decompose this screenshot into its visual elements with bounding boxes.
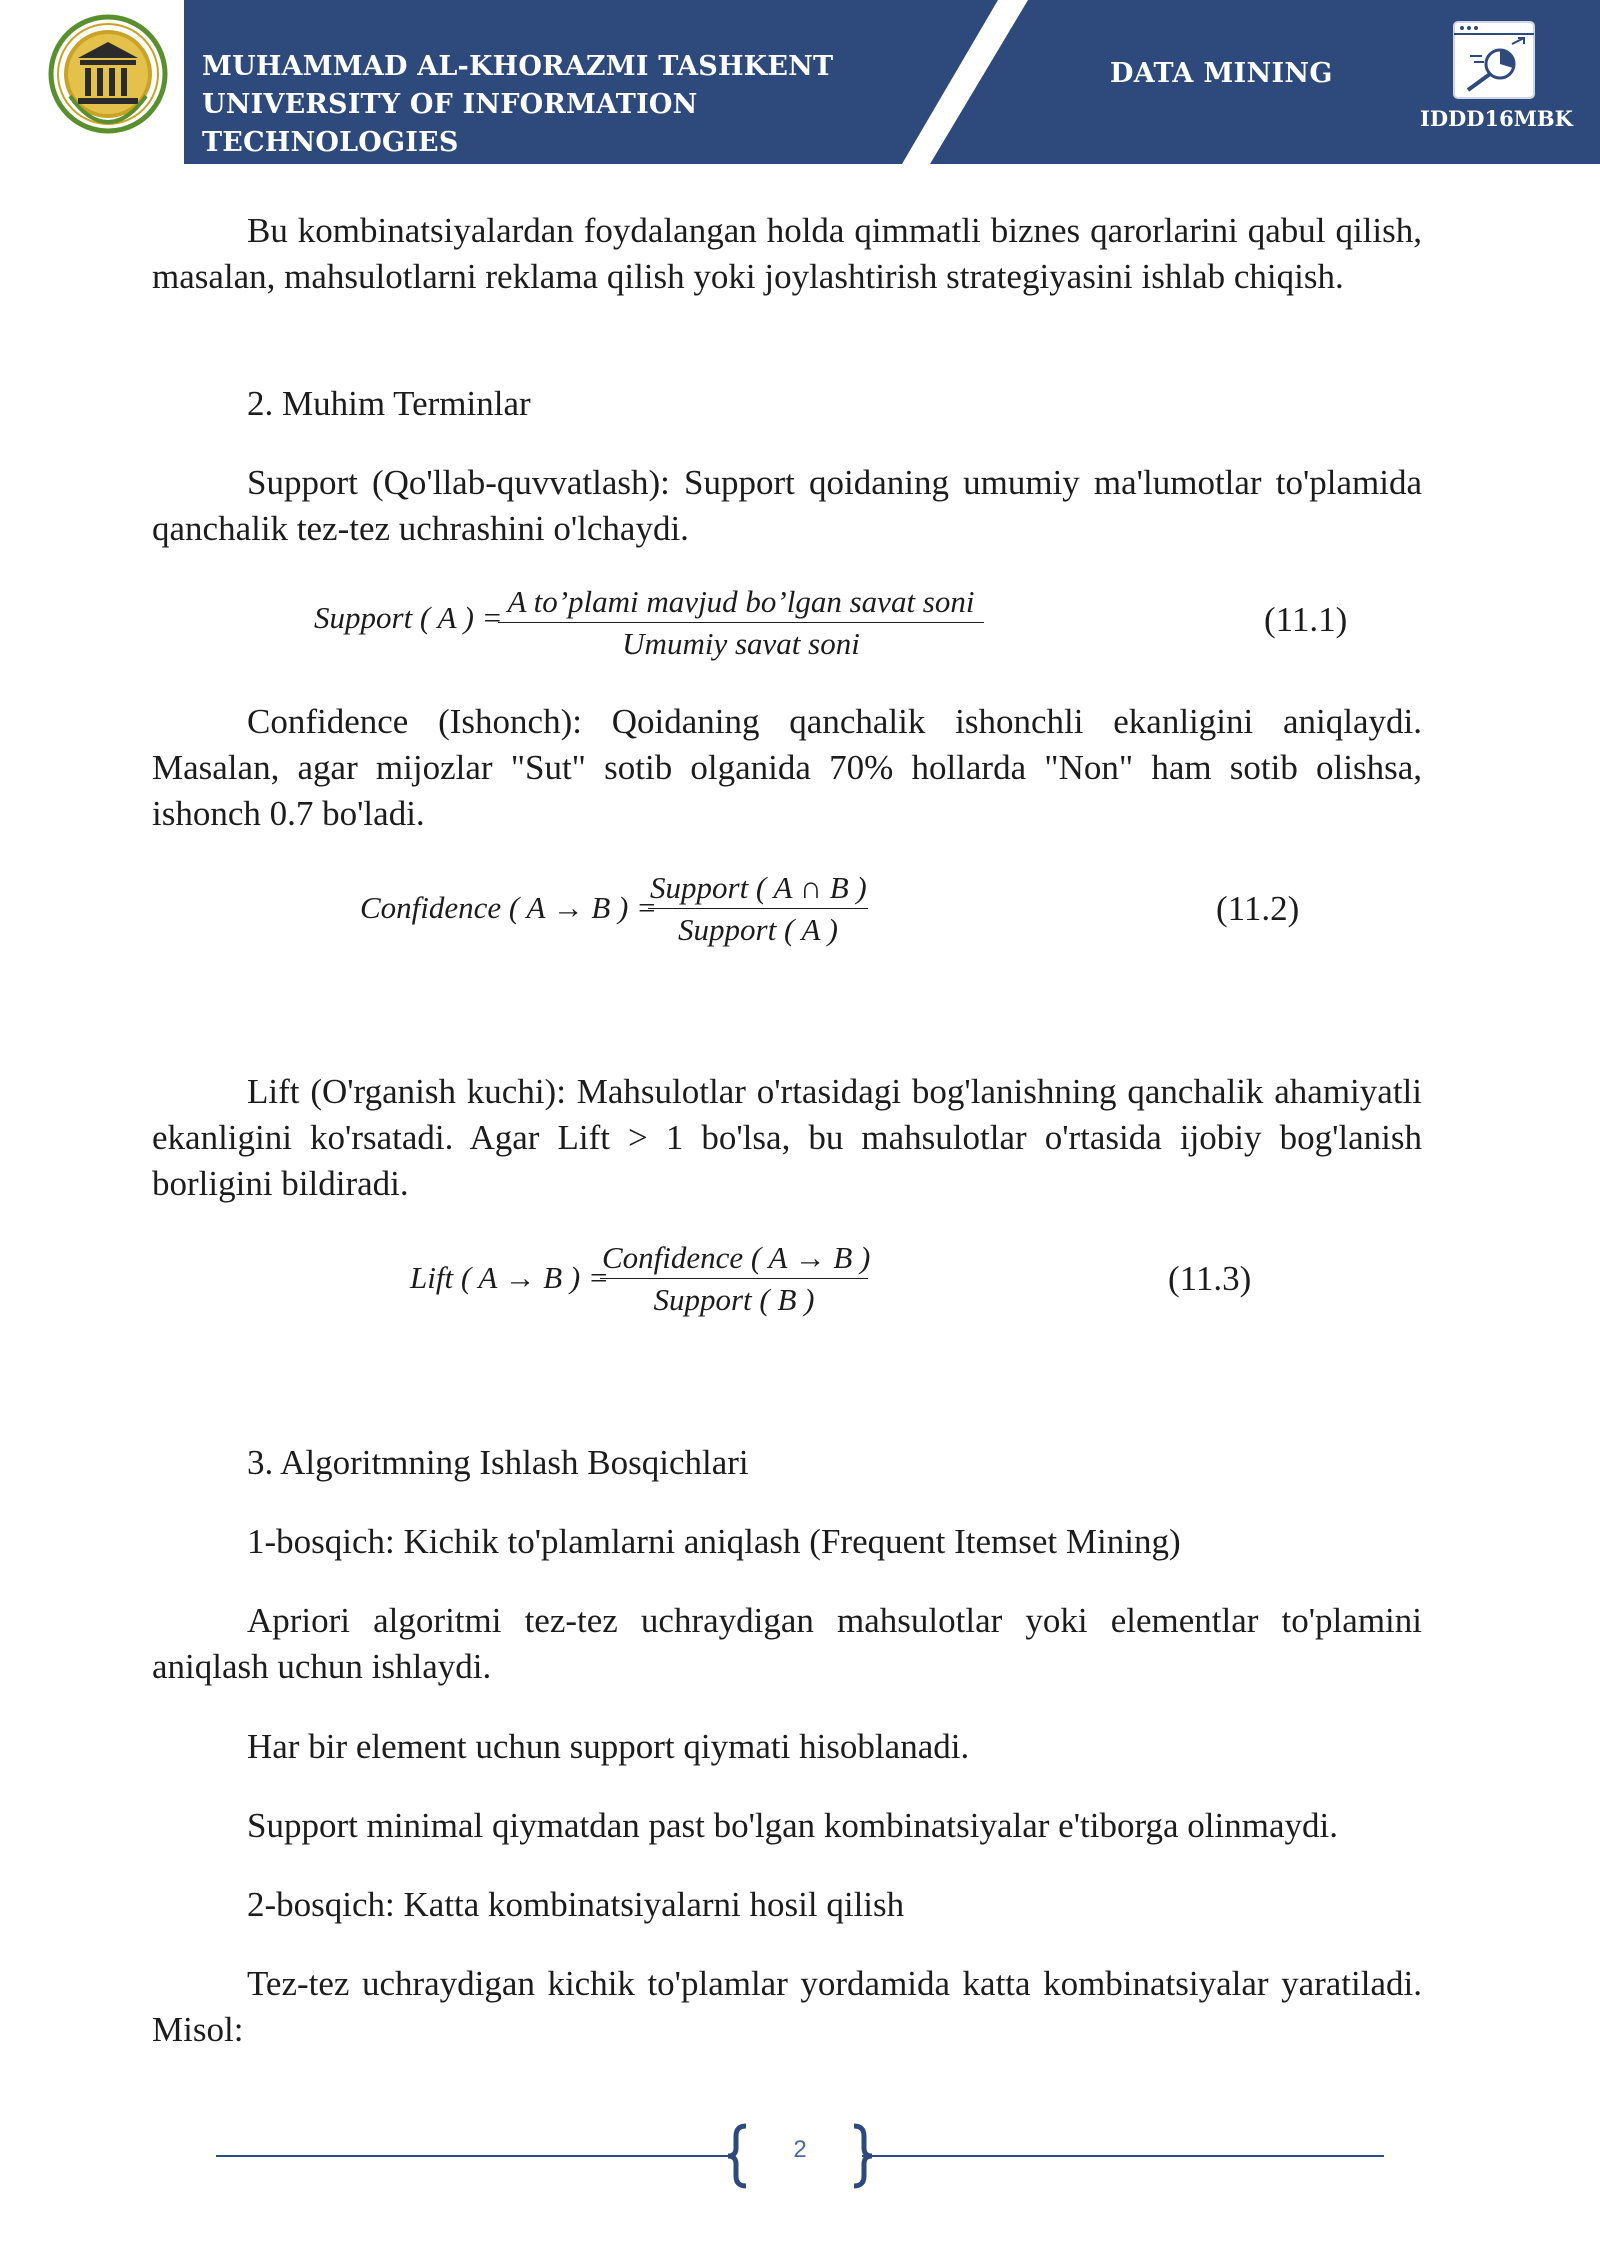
logo-box <box>32 0 184 164</box>
university-name-line1: MUHAMMAD AL-KHORAZMI TASHKENT <box>202 51 834 82</box>
page-header <box>32 0 1600 164</box>
formula-lift-denominator: Support ( B ) <box>653 1282 815 1317</box>
data-analytics-icon <box>1450 18 1540 104</box>
course-code: IDDD16MBK <box>1420 106 1573 131</box>
step1-description: Apriori algoritmi tez-tez uchraydigan mahsulotlar yoki elementlar to'plamini aniqlash uchun ishlaydi. <box>152 1601 1422 1686</box>
section-heading-algorithm: 3. Algoritmning Ishlash Bosqichlari <box>247 1443 749 1482</box>
formula-confidence-fraction <box>648 870 868 948</box>
fraction-bar <box>600 1278 868 1279</box>
paragraph-confidence: Confidence (Ishonch): Qoidaning qanchalik ishonchli ekanligini aniqlaydi. Masalan, agar mijozlar "Sut" sotib olganida 70% hollarda "Non" ham sotib olishsa, ishonch 0.7 bo'ladi. <box>152 702 1422 833</box>
course-title: DATA MINING <box>1110 58 1333 89</box>
step2-title: 2-bosqich: Katta kombinatsiyalarni hosil qilish <box>247 1885 905 1924</box>
page-number: 2 <box>793 2136 807 2163</box>
formula-support-fraction <box>498 584 984 662</box>
formula-lift-fraction <box>600 1240 871 1318</box>
formula-lift-lhs: Lift ( A → B ) = <box>410 1260 609 1295</box>
formula-confidence-lhs: Confidence ( A → B ) = <box>360 890 657 925</box>
formula-lift-numerator: Confidence ( A → B ) <box>602 1240 871 1275</box>
university-name <box>202 48 922 162</box>
formula-confidence-numerator: Support ( A ∩ B ) <box>650 870 867 905</box>
university-emblem-icon <box>48 14 168 134</box>
equation-number-11-2: (11.2) <box>1216 889 1300 928</box>
formula-confidence-denominator: Support ( A ) <box>678 912 838 947</box>
paragraph-support: Support (Qo'llab-quvvatlash): Support qoidaning umumiy ma'lumotlar to'plamida qanchalik tez-tez uchrashini o'lchaydi. <box>152 463 1422 548</box>
paragraph-lift: Lift (O'rganish kuchi): Mahsulotlar o'rtasidagi bog'lanishning qanchalik ahamiyatli ekanligini ko'rsatadi. Agar Lift > 1 bo'lsa, bu mahsulotlar o'rtasida ijobiy bog'lanish borligini bildiradi. <box>152 1072 1422 1203</box>
step2-description: Tez-tez uchraydigan kichik to'plamlar yordamida katta kombinatsiyalar yaratiladi. Misol: <box>152 1964 1422 2049</box>
university-name-line2: UNIVERSITY OF INFORMATION TECHNOLOGIES <box>202 89 698 158</box>
fraction-bar <box>648 908 868 909</box>
step1-title: 1-bosqich: Kichik to'plamlarni aniqlash (Frequent Itemset Mining) <box>247 1522 1181 1561</box>
formula-support-denominator: Umumiy savat soni <box>622 626 860 661</box>
section-heading-terms: 2. Muhim Terminlar <box>247 384 531 423</box>
step1-note-support: Har bir element uchun support qiymati hisoblanadi. <box>247 1727 970 1766</box>
formula-support-lhs: Support ( A ) = <box>314 600 503 635</box>
equation-number-11-1: (11.1) <box>1264 600 1348 639</box>
fraction-bar <box>498 622 984 623</box>
paragraph-intro: Bu kombinatsiyalardan foydalangan holda qimmatli biznes qarorlarini qabul qilish, masalan, mahsulotlarni reklama qilish yoki joylashtirish strategiyasini ishlab chiqish. <box>152 211 1422 296</box>
step1-note-threshold: Support minimal qiymatdan past bo'lgan kombinatsiyalar e'tiborga olinmaydi. <box>247 1806 1338 1845</box>
equation-number-11-3: (11.3) <box>1168 1259 1252 1298</box>
formula-support-numerator: A to’plami mavjud bo’lgan savat soni <box>507 584 975 619</box>
